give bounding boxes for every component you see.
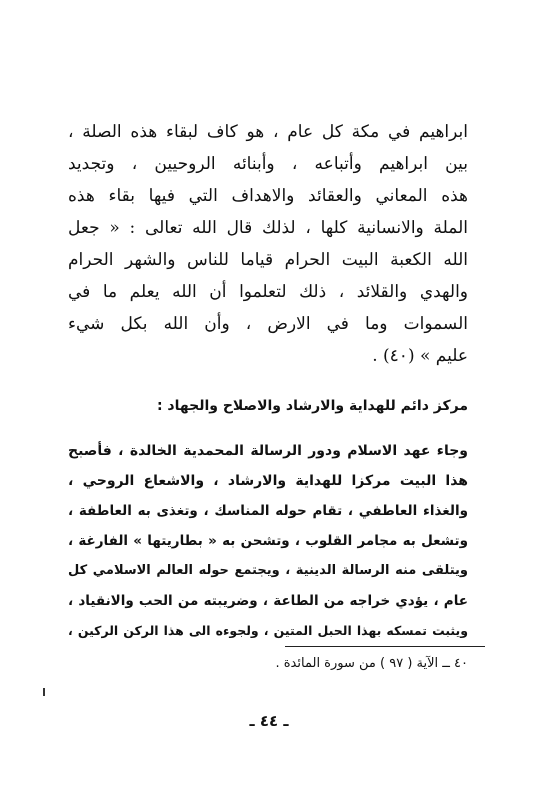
paragraph1-line: السموات وما في الارض ، وأن الله بكل شيء xyxy=(68,314,468,334)
paragraph2-line: ويثبت تمسكه بهذا الحبل المتين ، ولجوءه الى هذا الركن الركين ، xyxy=(68,623,468,638)
paragraph2-line: ويتلقى منه الرسالة الدينية ، ويجتمع حوله العالم الاسلامي كل xyxy=(68,563,468,578)
paragraph2-line: عام ، يؤدي خراجه من الطاعة ، وضريبته من الحب والانقياد ، xyxy=(68,593,468,609)
page-number-text: ـ ٤٤ ـ xyxy=(249,712,289,730)
paragraph2-line: والغذاء العاطفي ، تقام حوله المناسك ، وتغذى به العاطفة ، xyxy=(68,503,468,519)
section-heading: مركز دائم للهداية والارشاد والاصلاح والجهاد : xyxy=(156,398,468,414)
paragraph1-line: ابراهيم في مكة كل عام ، هو كاف لبقاء هذه الصلة ، xyxy=(68,122,468,142)
paragraph1-line: بين ابراهيم وأتباعه ، وأبنائه الروحيين ، وتجديد xyxy=(68,154,468,174)
paragraph1-line: الملة والانسانية كلها ، لذلك قال الله تعالى : « جعل xyxy=(68,218,468,238)
footnote-divider xyxy=(285,646,485,647)
paragraph2-line: وجاء عهد الاسلام ودور الرسالة المحمدية الخالدة ، فأصبح xyxy=(68,443,468,459)
paragraph2-line: وتشعل به مجامر القلوب ، وتشحن به « بطاريتها » الفارغة ، xyxy=(68,533,468,549)
paragraph2-line: هذا البيت مركزا للهداية والارشاد ، والاشعاع الروحي ، xyxy=(68,473,468,489)
paragraph1-line: والهدي والقلائد ، ذلك لتعلموا أن الله يعلم ما في xyxy=(68,282,468,302)
page-number xyxy=(0,712,538,730)
paragraph1-line: هذه المعاني والعقائد والاهداف التي فيها بقاء هذه xyxy=(68,186,468,206)
paragraph1-line: الله الكعبة البيت الحرام قياما للناس والشهر الحرام xyxy=(68,250,468,270)
scan-mark xyxy=(43,688,45,696)
footnote: ٤٠ ــ الآية ( ٩٧ ) من سورة المائدة . xyxy=(275,656,468,671)
paragraph1-line: عليم » (٤٠) . xyxy=(372,346,468,366)
